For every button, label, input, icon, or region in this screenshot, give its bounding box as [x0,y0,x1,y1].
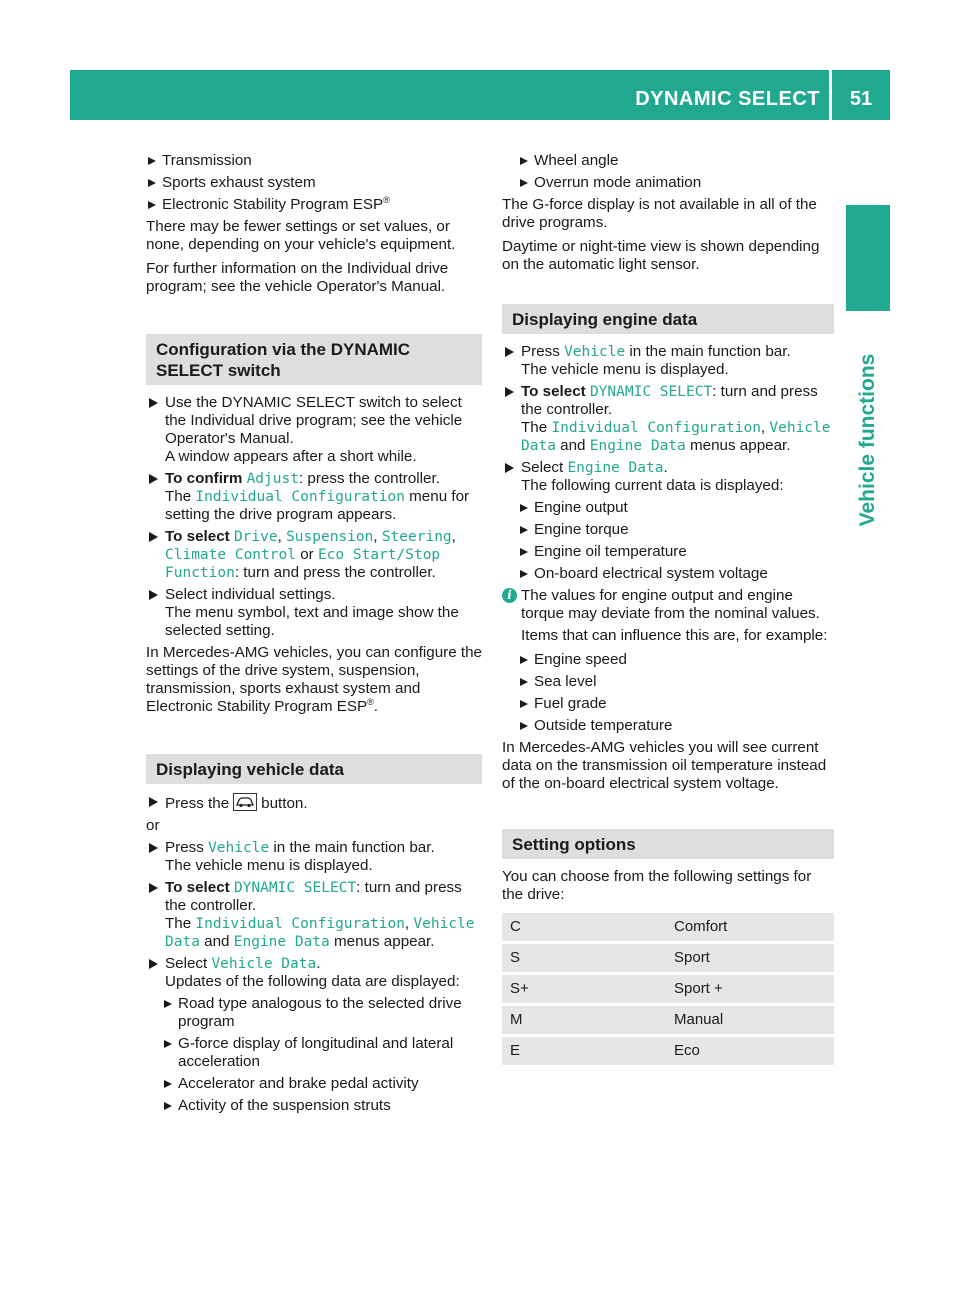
table-row [502,913,834,941]
section-heading-configuration: Configuration via the DYNAMIC SELECT switch [146,334,482,385]
setting-code: S [502,944,666,972]
instruction-step: Select Engine Data. The following current data is displayed: [502,459,834,495]
list-item: Overrun mode animation [518,174,834,192]
list-item: Activity of the suspension struts [162,1097,482,1115]
list-item: Fuel grade [518,695,834,713]
or-label: or [146,817,160,834]
section-heading-setting-options: Setting options [502,829,834,859]
list-item: G-force display of longitudinal and lateral acceleration [162,1035,482,1071]
instruction-step: To select Drive, Suspension, Steering, Climate Control or Eco Start/Stop Function: turn and press the controller. [146,528,482,582]
list-item: Electronic Stability Program ESP® [146,196,482,214]
setting-name: Eco [666,1037,834,1065]
instruction-step: Select individual settings. The menu symbol, text and image show the selected setting. [146,586,482,640]
paragraph: In Mercedes-AMG vehicles, you can configure the settings of the drive system, suspension, transmission, sports exhaust system and Electronic Stability Program ESP®. [146,644,482,715]
setting-code: C [502,913,666,941]
side-tab-label: Vehicle functions [856,353,879,527]
sub-list [502,651,834,735]
page-number: 51 [849,88,873,110]
list-item: On-board electrical system voltage [518,565,834,583]
sub-list [502,499,834,583]
settings-table [502,910,834,1068]
setting-name: Comfort [666,913,834,941]
instruction-step: Press Vehicle in the main function bar. The vehicle menu is displayed. [502,343,834,379]
list-item: Accelerator and brake pedal activity [162,1075,482,1093]
instruction-step: Press Vehicle in the main function bar. The vehicle menu is displayed. [146,839,482,875]
paragraph: For further information on the Individual drive program; see the vehicle Operator's Manual. [146,260,449,295]
list-item: Sea level [518,673,834,691]
instruction-step: Press the button. [146,793,482,813]
right-column [502,152,834,1068]
list-item: Engine speed [518,651,834,669]
list-item: Transmission [146,152,482,170]
section-heading-vehicle-data: Displaying vehicle data [146,754,482,784]
setting-code: S+ [502,975,666,1003]
list-item: Engine oil temperature [518,543,834,561]
list-item: Sports exhaust system [146,174,482,192]
instruction-step: To confirm Adjust: press the controller. The Individual Configuration menu for setting the drive program appears. [146,470,482,524]
paragraph: In Mercedes-AMG vehicles you will see current data on the transmission oil temperature instead of the on-board electrical system voltage. [502,739,827,792]
instruction-step: Use the DYNAMIC SELECT switch to select the Individual drive program; see the vehicle Operator's Manual. A window appears after a short while. [146,394,482,466]
instruction-step: Select Vehicle Data. Updates of the following data are displayed: [146,955,482,991]
list-item: Road type analogous to the selected drive program [162,995,482,1031]
list-item: Wheel angle [518,152,834,170]
table-row [502,1006,834,1034]
info-icon: i [502,588,517,603]
list-item: Engine torque [518,521,834,539]
paragraph: The G-force display is not available in all of the drive programs. [502,196,817,231]
setting-code: E [502,1037,666,1065]
instruction-step: To select DYNAMIC SELECT: turn and press the controller. The Individual Configuration, Vehicle Data and Engine Data menus appear. [146,879,482,951]
paragraph: Daytime or night-time view is shown depending on the automatic light sensor. [502,238,820,273]
table-row [502,975,834,1003]
paragraph: You can choose from the following settings for the drive: [502,868,812,903]
table-row [502,1037,834,1065]
table-row [502,944,834,972]
left-column [146,152,482,1119]
car-icon [233,793,257,811]
info-note: i The values for engine output and engine torque may deviate from the nominal values. [502,587,834,623]
sub-list [146,995,482,1115]
page-header [70,70,890,120]
setting-name: Sport + [666,975,834,1003]
paragraph: There may be fewer settings or set values, or none, depending on your vehicle's equipment. [146,218,456,253]
list-item: Outside temperature [518,717,834,735]
chapter-title: DYNAMIC SELECT [635,88,820,110]
setting-name: Manual [666,1006,834,1034]
paragraph: Items that can influence this are, for example: [521,627,828,644]
instruction-step: To select DYNAMIC SELECT: turn and press the controller. The Individual Configuration, Vehicle Data and Engine Data menus appear. [502,383,834,455]
section-heading-engine-data: Displaying engine data [502,304,834,334]
sub-list [502,152,834,192]
side-tab-marker [846,205,890,311]
setting-name: Sport [666,944,834,972]
setting-code: M [502,1006,666,1034]
list-item: Engine output [518,499,834,517]
